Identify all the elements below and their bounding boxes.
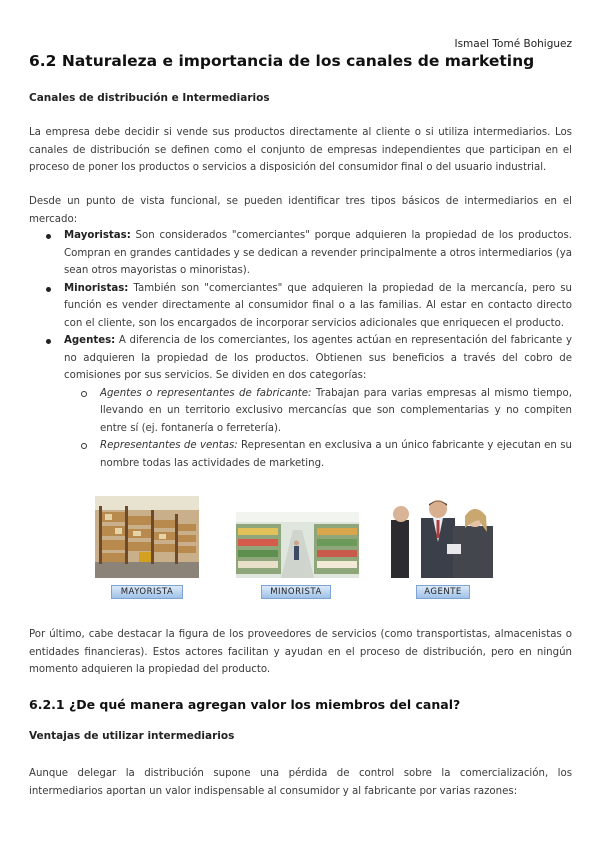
text-minoristas: También son "comerciantes" que adquieren la propiedad de la mercancía, pero su función es vender directamente al consumidor final o a las familias. Al estar en contacto directo con el cliente, son los encargados de incorporar servicios adicionales que enriquecen el producto. bbox=[64, 282, 572, 329]
figure-mayorista bbox=[95, 496, 199, 578]
text-mayoristas: Son considerados "comerciantes" porque adquieren la propiedad de los productos. Compran en grandes cantidades y se dedican a revender principalmente a otros intermediarios (ya sean otros mayoristas o minoristas). bbox=[64, 230, 572, 276]
term-agentes-fabricante: Agentes o representantes de fabricante: bbox=[100, 387, 312, 399]
text-agentes: A diferencia de los comerciantes, los agentes actúan en representación del fabricante y no adquieren la propiedad de los productos. Obtienen sus beneficios a través del cobro de comisiones por sus servicios. Se dividen en dos categorías: bbox=[64, 335, 572, 381]
list-item-agentes bbox=[29, 332, 572, 472]
text-representantes-ventas: Representan en exclusiva a un único fabricante y ejecutan en su nombre todas las actividades de marketing. bbox=[100, 440, 572, 469]
caption-minorista: MINORISTA bbox=[261, 585, 331, 599]
term-minoristas: Minoristas: bbox=[64, 282, 129, 294]
warehouse-image bbox=[95, 496, 199, 578]
list-item-representantes-ventas bbox=[64, 437, 572, 472]
list-item-minoristas bbox=[29, 280, 572, 333]
paragraph-types: Desde un punto de vista funcional, se pueden identificar tres tipos básicos de intermediarios en el mercado: bbox=[29, 196, 572, 225]
term-representantes-ventas: Representantes de ventas: bbox=[100, 440, 238, 451]
paragraph-intro: La empresa debe decidir si vende sus productos directamente al cliente o si utiliza intermediarios. Los canales de distribución se definen como el conjunto de empresas independientes que participan en el proceso de poner los productos o servicios a disposición del consumidor final o del usuario industrial. bbox=[29, 127, 572, 173]
subheading-channels: Canales de distribución e Intermediarios bbox=[29, 92, 270, 104]
list-item-mayoristas bbox=[29, 227, 572, 280]
paragraph-service-providers: Por último, cabe destacar la figura de los proveedores de servicios (como transportistas, almacenistas o entidades financieras). Estos actores facilitan y ayudan en el proceso de distribución, pero en ningún momento adquieren la propiedad del producto. bbox=[29, 629, 572, 675]
term-agentes: Agentes: bbox=[64, 335, 116, 346]
intermediaries-list bbox=[29, 227, 572, 472]
agent-categories-list bbox=[64, 385, 572, 473]
agents-image bbox=[391, 498, 501, 578]
caption-agente: AGENTE bbox=[416, 585, 470, 599]
author-name: Ismael Tomé Bohiguez bbox=[454, 38, 572, 50]
paragraph-advantages: Aunque delegar la distribución supone una pérdida de control sobre la comercialización, los intermediarios aportan un valor indispensable al consumidor y al fabricante por varias razones: bbox=[29, 768, 572, 797]
subheading-advantages: Ventajas de utilizar intermediarios bbox=[29, 730, 235, 742]
text-agentes-fabricante: Trabajan para varias empresas al mismo tiempo, llevando en un territorio exclusivo mercancías que son complementarias y no compiten entre sí (ej. fontanería o ferretería). bbox=[100, 387, 572, 434]
caption-mayorista: MAYORISTA bbox=[111, 585, 183, 599]
section-title: 6.2 Naturaleza e importancia de los canales de marketing bbox=[29, 52, 535, 70]
supermarket-image bbox=[236, 512, 359, 578]
subsection-title: 6.2.1 ¿De qué manera agregan valor los miembros del canal? bbox=[29, 697, 461, 712]
figure-minorista bbox=[236, 512, 359, 578]
figure-agente bbox=[391, 498, 501, 578]
term-mayoristas: Mayoristas: bbox=[64, 230, 131, 241]
list-item-agentes-fabricante bbox=[64, 385, 572, 438]
